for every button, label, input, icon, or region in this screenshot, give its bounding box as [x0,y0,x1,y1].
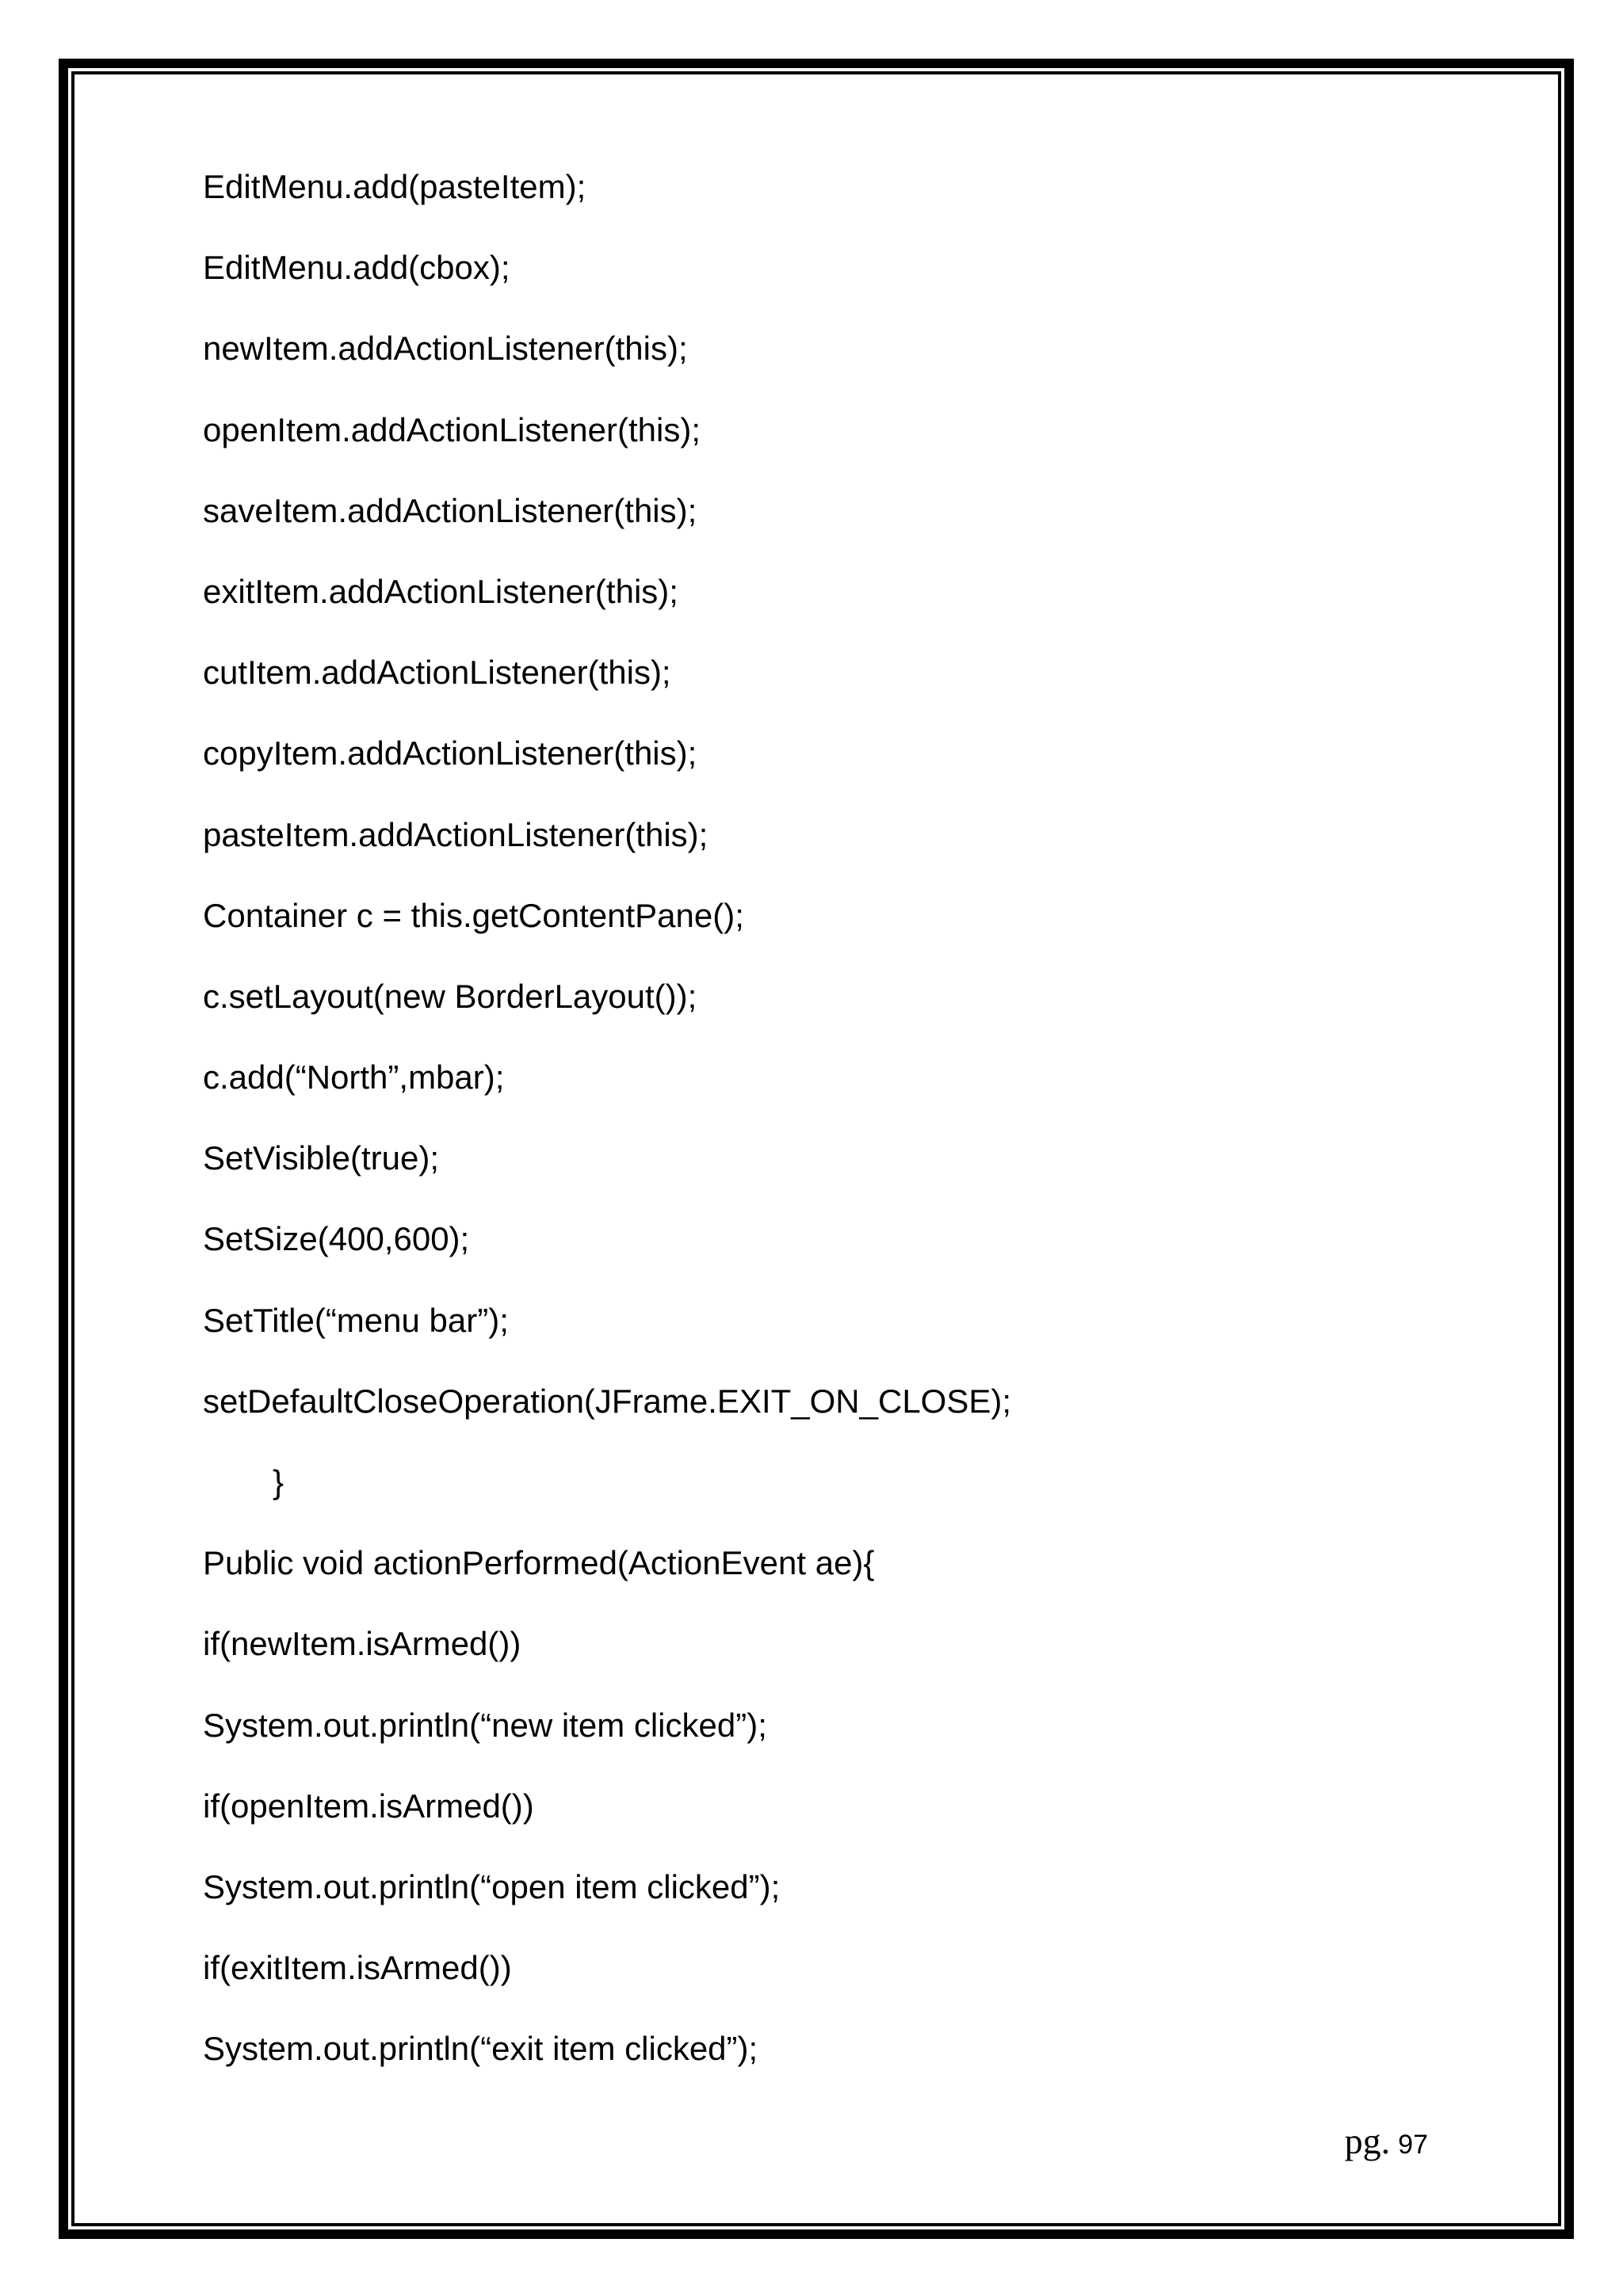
code-line: pasteItem.addActionListener(this); [203,815,708,853]
code-line: EditMenu.add(cbox); [203,249,510,287]
code-line: if(newItem.isArmed()) [203,1625,521,1663]
code-listing [203,158,1011,2102]
code-line: newItem.addActionListener(this); [203,330,688,368]
code-line: Container c = this.getContentPane(); [203,896,744,934]
code-line: c.add(“North”,mbar); [203,1058,505,1097]
code-line: SetTitle(“menu bar”); [203,1301,509,1339]
page-number-value: 97 [1398,2130,1428,2160]
code-line: System.out.println(“new item clicked”); [203,1706,767,1744]
code-line: c.setLayout(new BorderLayout()); [203,977,697,1015]
code-line: exitItem.addActionListener(this); [203,572,678,610]
code-line: System.out.println(“exit item clicked”); [203,2030,758,2068]
page-number-prefix: pg. [1344,2121,1391,2161]
code-line: cutItem.addActionListener(this); [203,654,671,692]
code-line: copyItem.addActionListener(this); [203,734,697,772]
page-number [1345,2119,1428,2168]
code-line: if(openItem.isArmed()) [203,1787,534,1825]
code-line: SetSize(400,600); [203,1220,470,1258]
code-line: if(exitItem.isArmed()) [203,1949,512,1987]
code-line: SetVisible(true); [203,1139,440,1177]
code-line: openItem.addActionListener(this); [203,410,701,448]
code-line-closing-brace: } [273,1463,285,1501]
code-line: Public void actionPerformed(ActionEvent ae){ [203,1544,875,1582]
code-line: saveItem.addActionListener(this); [203,491,697,529]
code-line: EditMenu.add(pasteItem); [203,168,586,205]
code-line: System.out.println(“open item clicked”); [203,1867,781,1905]
code-line: setDefaultCloseOperation(JFrame.EXIT_ON_CLOSE); [203,1382,1012,1420]
